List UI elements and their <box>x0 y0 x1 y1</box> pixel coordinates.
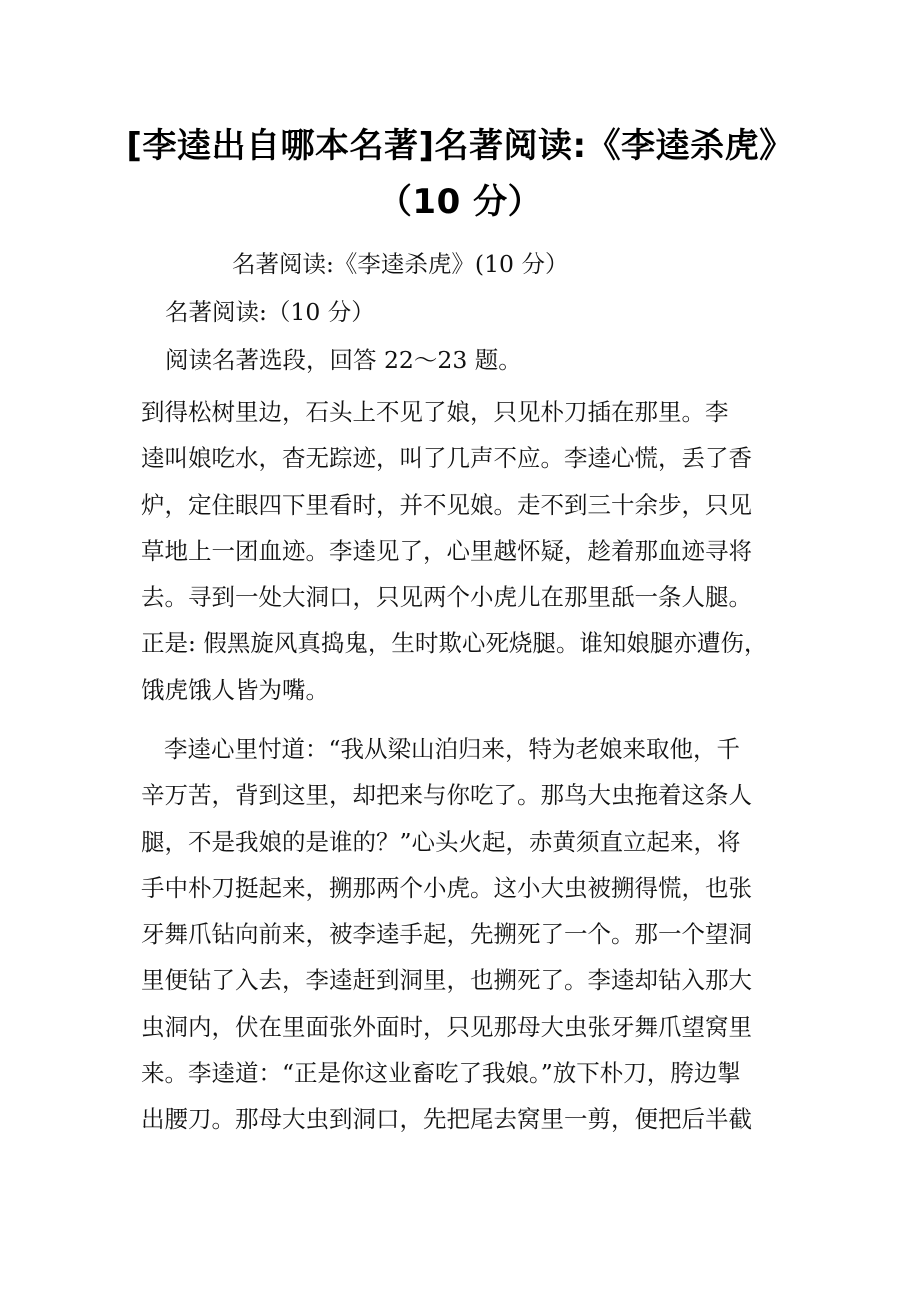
paragraph-line: 炉，定住眼四下里看时，并不见娘。走不到三十余步，只见 <box>141 490 752 519</box>
paragraph-line: 饿虎饿人皆为嘴。 <box>141 675 329 704</box>
title-line-1: [李逵出自哪本名著]名著阅读:《李逵杀虎》 <box>126 126 794 166</box>
paragraph-line: 草地上一团血迹。李逵见了，心里越怀疑，趁着那血迹寻将 <box>141 536 752 565</box>
paragraph-line: 里便钻了入去，李逵赶到洞里，也搠死了。李逵却钻入那大 <box>141 966 752 995</box>
paragraph-line: 李逵心里忖道：“我从梁山泊归来，特为老娘来取他，千 <box>164 735 741 763</box>
paragraph-line: 来。李逵道：“正是你这业畜吃了我娘。”放下朴刀，胯边掣 <box>141 1059 741 1088</box>
paragraph-line: 逵叫娘吃水，杳无踪迹，叫了几声不应。李逵心慌，丢了香 <box>141 444 752 473</box>
paragraph-line: 出腰刀。那母大虫到洞口，先把尾去窝里一剪，便把后半截 <box>141 1105 752 1134</box>
paragraph-1 <box>141 389 781 713</box>
title-line-2: （10 分） <box>377 182 543 222</box>
instruction-line: 阅读名著选段，回答 22～23 题。 <box>165 346 522 374</box>
subheading: 名著阅读:《李逵杀虎》(10 分） <box>232 250 569 278</box>
intro-line: 名著阅读:（10 分） <box>165 298 375 326</box>
paragraph-line: 手中朴刀挺起来，搠那两个小虎。这小大虫被搠得慌，也张 <box>141 873 752 902</box>
paragraph-line: 到得松树里边，石头上不见了娘，只见朴刀插在那里。李 <box>141 398 729 426</box>
paragraph-2 <box>141 726 781 1143</box>
document-title <box>0 118 920 230</box>
paragraph-line: 去。寻到一处大洞口，只见两个小虎儿在那里舐一条人腿。 <box>141 583 752 612</box>
paragraph-line: 辛万苦，背到这里，却把来与你吃了。那鸟大虫拖着这条人 <box>141 781 752 810</box>
paragraph-line: 正是: 假黑旋风真捣鬼，生时欺心死烧腿。谁知娘腿亦遭伤， <box>141 629 768 658</box>
paragraph-line: 牙舞爪钻向前来，被李逵手起，先搠死了一个。那一个望洞 <box>141 920 752 949</box>
paragraph-line: 腿，不是我娘的是谁的？”心头火起，赤黄须直立起来，将 <box>141 827 741 856</box>
paragraph-line: 虫洞内，伏在里面张外面时，只见那母大虫张牙舞爪望窝里 <box>141 1012 752 1041</box>
